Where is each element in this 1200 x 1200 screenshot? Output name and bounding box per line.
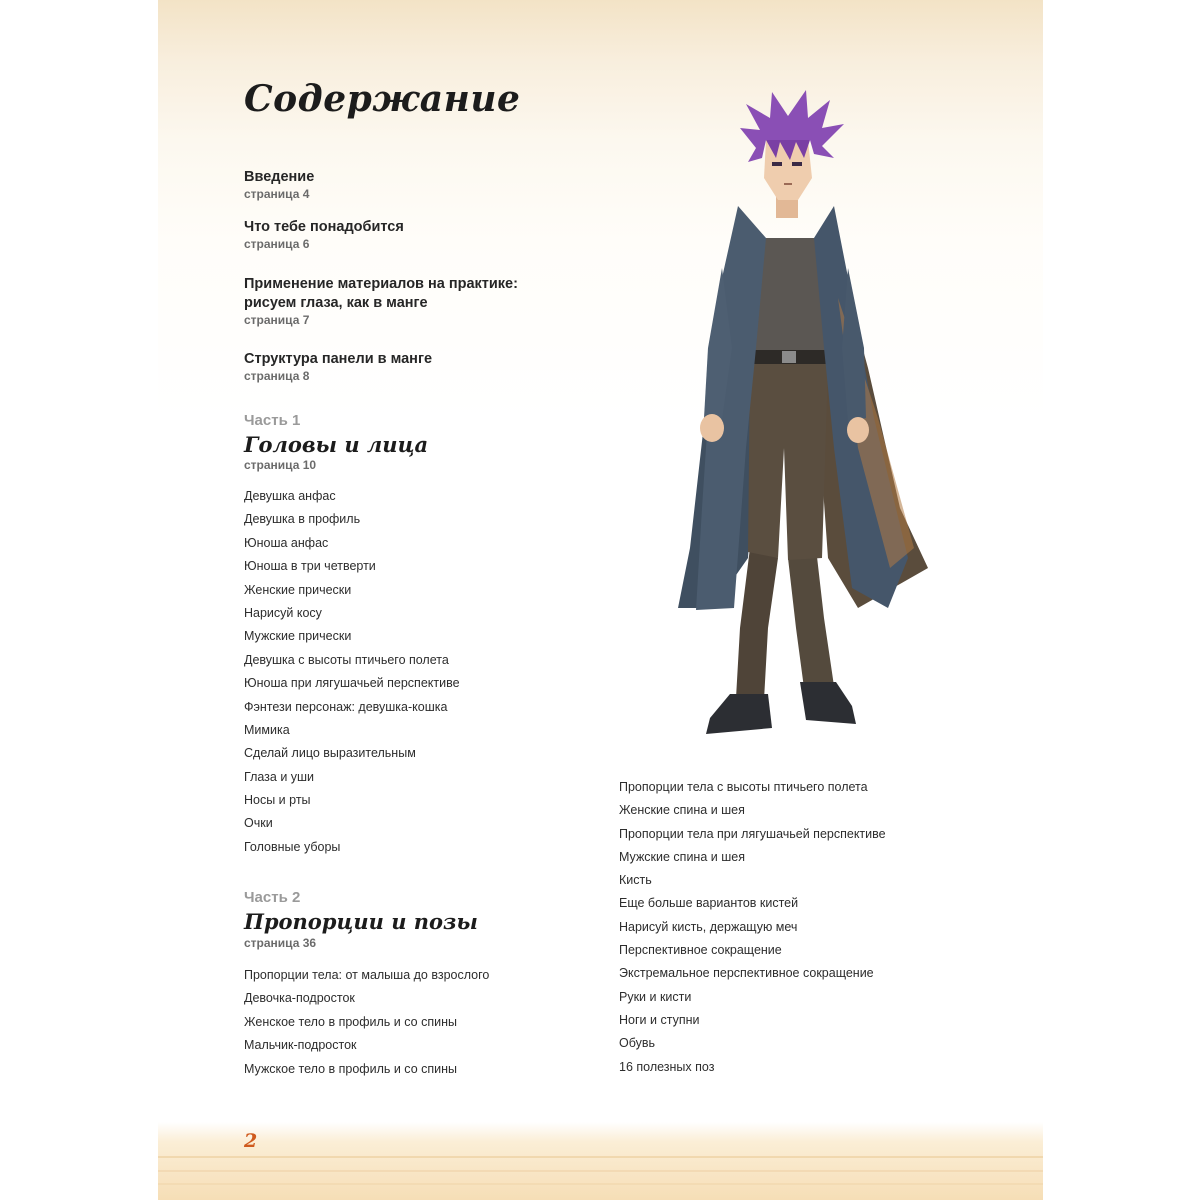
list-item: Женское тело в профиль и со спины [244,1014,457,1029]
list-item: Фэнтези персонаж: девушка-кошка [244,699,448,714]
list-item: Девушка с высоты птичьего полета [244,652,449,667]
list-item: Мальчик-подросток [244,1038,357,1053]
list-item: Юноша при лягушачьей перспективе [244,676,460,691]
intro-entry-page: страница 6 [244,237,310,251]
intro-entry-page: страница 8 [244,369,310,383]
list-item: Очки [244,816,273,831]
part2-page: страница 36 [244,936,317,950]
part2-label: Часть 2 [244,889,301,906]
part2-list-right [619,776,886,1079]
part1-list [244,485,460,859]
list-item: Пропорции тела: от малыша до взрослого [244,968,490,982]
list-item: Головные уборы [244,839,341,854]
list-item: Женские прически [244,582,352,597]
list-item: Еще больше вариантов кистей [619,896,799,911]
part2-title: Пропорции и позы [244,909,478,934]
list-item: Девушка в профиль [244,512,361,527]
list-item: Перспективное сокращение [619,943,782,958]
list-item: Юноша анфас [244,535,329,550]
list-item: Мужское тело в профиль и со спины [244,1061,458,1076]
list-item: Кисть [619,873,652,888]
list-item: Нарисуй косу [244,605,322,620]
intro-entry-page: страница 7 [244,313,310,327]
intro-entry-title: Применение материалов на практике: [244,276,518,292]
list-item: Ноги и ступни [619,1012,700,1027]
part2-list [244,964,489,1081]
footer-band [158,1122,1043,1200]
list-item: 16 полезных поз [619,1059,715,1074]
intro-entry-title-line2: рисуем глаза, как в манге [244,295,428,311]
list-item: Руки и кисти [619,989,692,1004]
list-item: Глаза и уши [244,769,315,784]
list-item: Обувь [619,1036,656,1051]
list-item: Экстремальное перспективное сокращение [619,966,874,981]
manga-character-illustration [638,88,938,748]
intro-entry-3 [244,350,432,384]
intro-entry-title: Структура панели в манге [244,351,433,367]
intro-entry-1 [244,218,404,252]
list-item: Юноша в три четверти [244,559,376,574]
list-item: Пропорции тела при лягушачьей перспективе [619,826,886,841]
page-number: 2 [244,1130,258,1152]
intro-entry-title: Что тебе понадобится [244,219,404,235]
page-title: Содержание [244,78,521,120]
list-item: Мужские прически [244,629,352,644]
list-item: Нарисуй кисть, держащую меч [619,919,798,934]
intro-entry-2 [244,275,518,328]
part1-label: Часть 1 [244,412,301,429]
part1-page: страница 10 [244,458,317,472]
part1-title: Головы и лица [244,432,429,457]
intro-entry-title: Введение [244,169,315,185]
list-item: Девочка-подросток [244,991,355,1006]
list-item: Носы и рты [244,793,311,808]
intro-entry-0 [244,168,314,202]
book-page [158,0,1043,1200]
intro-entry-page: страница 4 [244,187,310,201]
list-item: Мимика [244,722,290,737]
list-item: Пропорции тела с высоты птичьего полета [619,780,868,794]
list-item: Девушка анфас [244,489,336,503]
list-item: Женские спина и шея [619,803,745,818]
list-item: Сделай лицо выразительным [244,746,416,761]
list-item: Мужские спина и шея [619,849,745,864]
